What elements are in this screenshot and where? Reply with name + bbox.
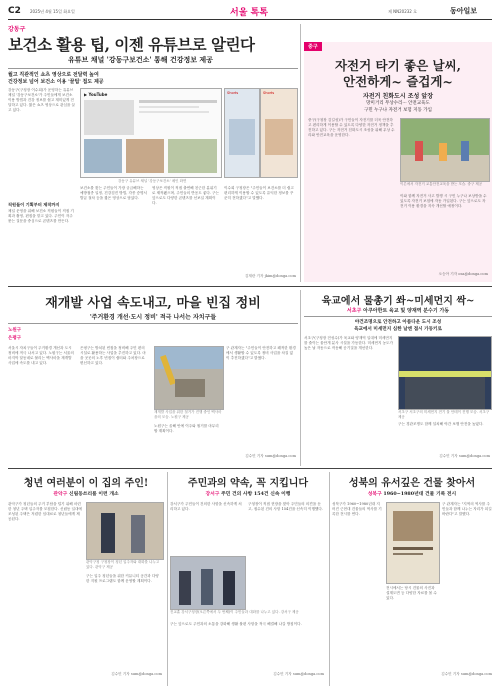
body-text-col1b: 채널 운영을 위해 보건소 직원들이 직접 기획과 촬영, 편집을 맡고 있다. 주민이 자주 묻는 질문을 중심으로 콘텐츠를 만든다. xyxy=(8,209,74,223)
story-junggu xyxy=(304,42,492,282)
person xyxy=(461,141,469,161)
byline: 김수민 기자 sum@donga.com xyxy=(245,454,296,458)
photo-caption: 재개발 사업을 위한 철거가 진행 중인 백사마을의 모습. 노원구 제공 xyxy=(154,410,222,419)
poster-text-bar xyxy=(393,547,433,550)
story-kicker: 중구 xyxy=(304,42,322,51)
byline: 김수민 기자 sum@donga.com xyxy=(439,454,490,458)
body-text-col2: 구는 입주 청년들을 위한 커뮤니티 공간과 다양한 지원 프로그램도 함께 운영할 계획이다. xyxy=(86,574,159,583)
story-subhead-line xyxy=(8,490,164,497)
body-text-col1: 서초구(구청장 전성수)가 육교와 양재역 일대에 미세먼지를 줄이는 물안개 분사 시설을 가동한다. 미세먼지 농도가 높은 날 자동으로 작동해 공기질을 개선한다. xyxy=(304,336,395,350)
page-header xyxy=(8,6,492,18)
column-divider xyxy=(329,472,330,686)
body-text-col2: 전시에서는 당시 건물의 사진과 설계도면 등 다양한 자료를 볼 수 있다. xyxy=(386,586,438,600)
person xyxy=(201,569,213,605)
newspaper-logo: 동아일보 xyxy=(450,7,478,15)
divider xyxy=(8,68,298,69)
byline: 오승아 기자 osa@donga.com xyxy=(438,272,488,276)
story-headline: 보건소 활용 팁, 이젠 유튜브로 알린다 xyxy=(8,35,255,54)
story-seongbuk xyxy=(332,472,492,686)
story-subhead-line xyxy=(332,490,492,497)
story-redevelopment xyxy=(8,290,298,466)
body-text-col1: 성북구가 1960~1980년대 지어진 근현대 건물들의 역사를 기록한 전시를 연다. xyxy=(332,502,382,516)
shorts-label: Shorts xyxy=(263,91,275,95)
building-image xyxy=(393,511,433,541)
photo-caption: 강동구 유튜브 채널 '강동구보건소' 메인 화면 xyxy=(118,179,187,183)
byline: 김수민 기자 sum@donga.com xyxy=(273,672,324,676)
issue-date: 2025년 4월 15일 화요일 xyxy=(30,9,75,14)
story-seocho xyxy=(304,290,492,466)
body-text-col2: 보건소를 찾는 주민들이 가장 궁금해하는 예방접종 일정, 건강검진 방법, 각종 증명서 발급 절차 등을 짧은 영상으로 담았다. xyxy=(80,186,149,200)
story-kicker: 관악구 xyxy=(53,492,68,497)
body-text-col2: 은평구는 방치된 빈집을 정비해 주민 편의시설로 활용하는 사업을 추진하고 있다. 마을 곳곳의 노후 빈집이 쉼터와 주차장으로 변신하고 있다. xyxy=(80,346,146,365)
shorts-label: Shorts xyxy=(227,91,239,95)
poster-text-bar xyxy=(393,553,423,555)
story-headline: 재개발 사업 속도내고, 마을 빈집 정비 xyxy=(45,296,261,311)
channel-thumbnail xyxy=(84,100,134,135)
body-text-col1: 중구(구청장 김길성)가 구민들이 자전거를 더욱 안전하고 편리하게 이용할 수 있도록 다양한 자전거 정책을 추진하고 있다. 구는 자전거 친화도시 조성을 위해 무상 수리와 안전교육을 운영한다. xyxy=(308,118,395,137)
gangseo-photo xyxy=(170,556,246,610)
body-text-col3: 노원구는 올해 안에 이주와 철거를 마무리할 계획이다. xyxy=(154,424,219,433)
lead-line-2: 구민 누구나 자전거 보험 지동 가입 xyxy=(363,108,432,113)
story-gangdong xyxy=(8,24,298,284)
story-subhead-line xyxy=(304,307,492,314)
body-text-col3: 구는 앞으로도 주민과의 소통을 강화해 생활 불편 사항을 적극 해결해 나갈 방침이다. xyxy=(170,622,302,626)
lead-line-2: 육교에서 미세먼지 심한 날엔 접시 가동키로 xyxy=(354,327,442,332)
body-text-col1: 서울시 자치구들이 주거환경 개선과 도시 정비에 적극 나서고 있다. 노원구는 서울의 마지막 달동네로 불리는 백사마을 재개발 사업에 속도를 내고 있다. xyxy=(8,346,76,365)
story-subhead: 아쿠아한트 육교 및 양재역 분수기 가동 xyxy=(363,308,450,314)
person xyxy=(223,571,235,605)
story-kicker: 강동구 xyxy=(8,26,26,33)
headline-line-1: 자전거 타기 좋은 날씨, xyxy=(334,58,462,73)
box-title: 직원들이 기획부터 제작까지 xyxy=(8,202,60,207)
story-kicker: 성북구 xyxy=(367,492,382,497)
channel-desc-bar xyxy=(139,106,199,108)
shorts-phone-screen xyxy=(224,88,260,178)
kicker-eunpyeong: 은평구 xyxy=(8,336,22,341)
story-subhead: 신림동쓰리룸 이런 개소 xyxy=(68,491,119,497)
divider xyxy=(304,316,492,317)
body-text-col1: 관악구가 청년들의 주거 부담을 덜기 위해 마련한 청년 주택 입주자를 모집한다. 신림동 일대에 조성된 주택은 저렴한 임대료로 청년들에게 제공된다. xyxy=(8,502,84,521)
lead-line-1: 망미거리 무상수리··· 안전교육도 xyxy=(366,101,430,106)
body-text-col2: 이와 함께 자전거 사고 발생 시 구민 누구나 보상받을 수 있도록 자전거 보험에 자동 가입된다. 구는 앞으로도 자전거 이용 환경을 지속 개선할 예정이다. xyxy=(400,194,488,208)
section-rule xyxy=(8,468,492,469)
body-text-col4: 이수희 구청장은 "주민들이 보건소를 더 쉽고 편리하게 이용할 수 있도록 유익한 정보를 꾸준히 전하겠다"고 말했다. xyxy=(224,186,296,200)
shorts-video xyxy=(265,119,293,155)
byline: 김수민 기자 sum@donga.com xyxy=(111,672,162,676)
body-text-col2: 구청장이 직접 현장을 찾아 주민들의 의견을 듣고, 접수된 건의 사항 154건을 신속히 이행했다. xyxy=(248,502,324,511)
photo-caption: 이른에서 자전거 교통안전교육을 받는 모습. 중구 제공 xyxy=(400,182,483,186)
bridge-night-photo xyxy=(398,336,492,410)
photo-caption: 진교훈 강서구청장(오른쪽에서 두 번째)이 주민들과 대화를 나누고 있다. 강서구 제공 xyxy=(170,610,299,614)
lead-line-2: 건강정보 넘어 보건소 이용 '꿀팁' 접도 제공 xyxy=(8,79,104,85)
person xyxy=(179,571,191,605)
header-rule xyxy=(8,19,492,20)
story-headline: 주민과의 약속, 꼭 지킵니다 xyxy=(187,478,309,489)
divider xyxy=(8,323,298,324)
lead-line-1: 월고 직관적인 쇼츠 영상으로 전달력 높여 xyxy=(8,72,99,78)
youtube-channel-screenshot xyxy=(80,88,222,178)
body-text-col1: 강동구(구청장 이수희)가 운영하는 유튜브 채널 '강동구보건소'가 주민들에게 보건소 이용 방법과 건강 정보를 쉽고 재미있게 전달하고 있다. 짧은 쇼츠 영상으로 관심을 끌고 있다. xyxy=(8,88,76,112)
photo-caption: 서초구 서초구의 미세먼지 전기 물 안테이 진행 모습. 서초구 제공 xyxy=(398,410,490,419)
story-subhead-line xyxy=(170,490,326,497)
body-text-col3: 영상은 직원이 직접 출연해 친근한 분위기로 제작됐으며, 주민들의 반응도 좋다. 구는 앞으로도 다양한 콘텐츠를 선보일 계획이다. xyxy=(152,186,221,205)
gwanak-photo xyxy=(86,502,164,560)
exhibition-poster xyxy=(386,502,440,584)
story-gwanak xyxy=(8,472,164,686)
story-subhead: 주민 건의 사항 154건 신속 이행 xyxy=(221,491,291,497)
story-kicker: 강서구 xyxy=(205,492,220,497)
story-subhead: 1960~1980년대 건물 기록 전시 xyxy=(383,491,457,497)
person xyxy=(439,143,447,161)
issue-id: 제 NN20232 호 xyxy=(388,9,417,14)
column-divider xyxy=(300,290,301,466)
person xyxy=(101,513,115,553)
body-text-col4: 구 관계자는 "주민들이 안전하고 쾌적한 환경에서 생활할 수 있도록 정비 사업을 차질 없이 추진하겠다"고 밝혔다. xyxy=(226,346,296,360)
column-divider xyxy=(167,472,168,686)
story-subhead: 자전거 친화도시 조성 앞장 xyxy=(362,93,434,100)
body-text-lead: 강서구가 주민들이 건의한 사항을 신속하게 처리하고 있다. xyxy=(170,502,242,511)
channel-desc-bar xyxy=(139,111,209,113)
body-text-col2: 구는 경관조명도 함께 설치해 야간 보행 안전을 높였다. xyxy=(398,422,484,426)
story-headline: 육교에서 물총기 쏴~미세먼지 싹~ xyxy=(321,296,475,307)
person xyxy=(415,141,423,161)
channel-title-bar xyxy=(139,100,217,103)
youtube-logo: ▶ YouTube xyxy=(84,92,108,97)
headline-line-2: 안전하게~ 즐겁게~ xyxy=(343,74,453,89)
video-thumbnail xyxy=(168,139,217,173)
story-gangseo xyxy=(170,472,326,686)
person xyxy=(131,515,145,553)
road xyxy=(405,377,485,409)
body-text-col3: 구 관계자는 "지역의 역사를 주민들과 함께 나누는 자리가 되길 바란다"고 말했다. xyxy=(442,502,493,516)
story-kicker: 서초구 xyxy=(346,308,362,314)
section-rule xyxy=(8,286,492,287)
kicker-nowon: 노원구 xyxy=(8,328,22,333)
photo-caption: 관악구청 구청장이 청년 입주자와 대화를 나누고 있다. 관악구 제공 xyxy=(86,560,160,569)
story-subhead: '주거환경 개선·도시 정비' 적극 나서는 자치구들 xyxy=(89,314,217,321)
story-headline: 청년 여러분이 이 집의 주인! xyxy=(23,478,149,489)
byline: 김수민 기자 sum@donga.com xyxy=(441,672,492,676)
story-subhead: 유튜브 채널 '강동구보건소' 통해 건강정보 제공 xyxy=(68,55,213,64)
shorts-video xyxy=(229,119,255,155)
video-thumbnail xyxy=(84,139,122,173)
rubble xyxy=(175,379,205,397)
byline: 김재란 기자 jkim@donga.com xyxy=(244,274,296,278)
shorts-phone-screen xyxy=(260,88,298,178)
bicycle-education-photo xyxy=(400,118,490,182)
video-thumbnail xyxy=(126,139,164,173)
page-number: C2 xyxy=(8,6,21,16)
story-headline: 성북의 유서깊은 건물 찾아서 xyxy=(348,478,476,489)
column-divider xyxy=(300,24,301,282)
section-title: 서울 톡톡 xyxy=(230,8,268,18)
lead-line-1: 야건조명으로 안전하고 아름다운 도시 조성 xyxy=(354,320,442,325)
demolition-site-photo xyxy=(154,346,224,410)
